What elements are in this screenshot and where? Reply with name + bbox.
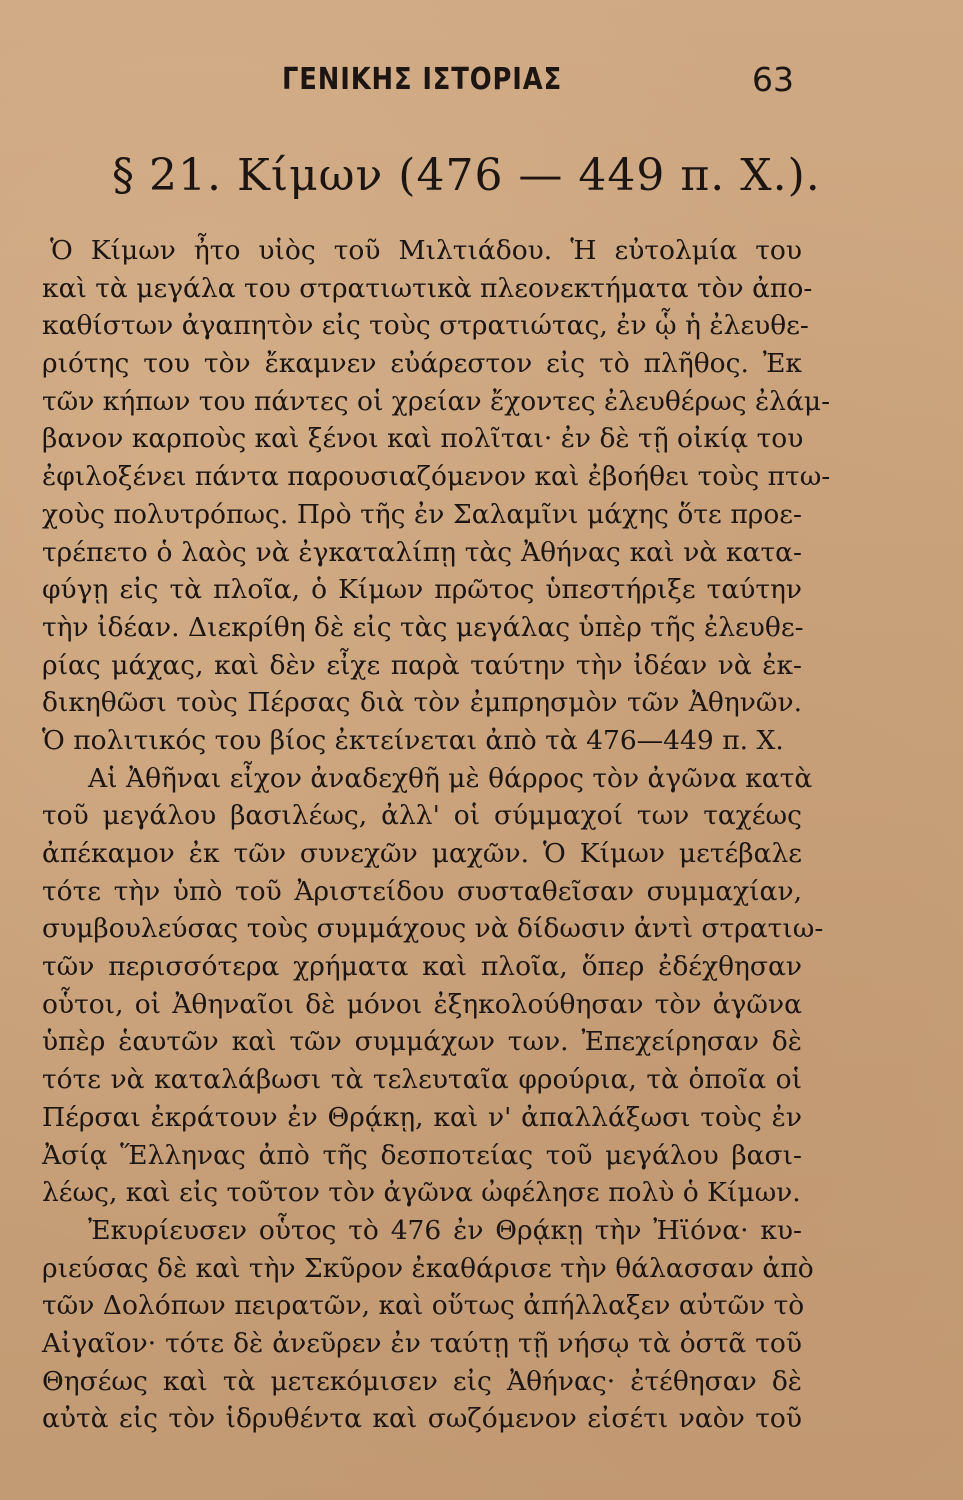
text-line: συμβουλεύσας τοὺς συμμάχους νὰ δίδωσιν ἀντὶ στρατιω-: [42, 913, 824, 945]
text-line: Αἱ Ἀθῆναι εἶχον ἀναδεχθῆ μὲ θάρρος τὸν ἀγῶνα κατὰ: [88, 762, 813, 794]
text-line: ριεύσας δὲ καὶ τὴν Σκῦρον ἐκαθάρισε τὴν θάλασσαν ἀπὸ: [42, 1252, 814, 1284]
text-line: τοῦ μεγάλου βασιλέως, ἀλλ' οἱ σύμμαχοί των ταχέως: [42, 800, 802, 832]
text-line: καθίστων ἀγαπητὸν εἰς τοὺς στρατιώτας, ἐν ᾧ ἡ ἐλευθε-: [42, 310, 809, 342]
text-line: καὶ τὰ μεγάλα του στρατιωτικὰ πλεονεκτήματα τὸν ἀπο-: [42, 272, 813, 304]
text-line: Θησέως καὶ τὰ μετεκόμισεν εἰς Ἀθήνας· ἐτέθησαν δὲ: [42, 1365, 802, 1397]
text-line: αὐτὰ εἰς τὸν ἱδρυθέντα καὶ σωζόμενον εἰσέτι ναὸν τοῦ: [42, 1403, 802, 1435]
text-line: ριότης του τὸν ἔκαμνεν εὐάρεστον εἰς τὸ πλῆθος. Ἐκ: [42, 348, 802, 380]
text-line: λέως, καὶ εἰς τοῦτον τὸν ἀγῶνα ὠφέλησε πολὺ ὁ Κίμων.: [42, 1177, 801, 1209]
text-line: Ὁ Κίμων ἦτο υἱὸς τοῦ Μιλτιάδου. Ἡ εὐτολμία του: [50, 235, 802, 266]
text-line: ρίας μάχας, καὶ δὲν εἶχε παρὰ ταύτην τὴν ἰδέαν νὰ ἐκ-: [42, 649, 802, 681]
section-sign: §: [112, 150, 135, 201]
text-line: Ἐκυρίευσεν οὗτος τὸ 476 ἐν Θρᾴκῃ τὴν Ἠϊόνα· κυ-: [88, 1214, 802, 1246]
section-title: 21. Κίμων (476 — 449 π. Χ.).: [149, 150, 821, 201]
text-line: ἐφιλοξένει πάντα παρουσιαζόμενον καὶ ἐβοήθει τοὺς πτω-: [42, 461, 831, 493]
text-line: χοὺς πολυτρόπως. Πρὸ τῆς ἐν Σαλαμῖνι μάχης ὅτε προε-: [42, 498, 802, 530]
text-line: Πέρσαι ἐκράτουν ἐν Θρᾴκῃ, καὶ ν' ἀπαλλάξωσι τοὺς ἐν: [42, 1101, 802, 1133]
text-line: Ἀσίᾳ Ἕλληνας ἀπὸ τῆς δεσποτείας τοῦ μεγάλου βασι-: [42, 1139, 802, 1171]
page-number: 63: [752, 60, 794, 99]
text-line: τῶν κήπων του πάντες οἱ χρείαν ἔχοντες ἐλευθέρως ἐλάμ-: [42, 385, 831, 417]
section-heading: [112, 150, 821, 201]
text-line: οὗτοι, οἱ Ἀθηναῖοι δὲ μόνοι ἐξηκολούθησαν τὸν ἀγῶνα: [42, 988, 802, 1020]
text-line: τρέπετο ὁ λαὸς νὰ ἐγκαταλίπῃ τὰς Ἀθήνας καὶ νὰ κατα-: [42, 536, 802, 568]
text-line: τὴν ἰδέαν. Διεκρίθη δὲ εἰς τὰς μεγάλας ὑπὲρ τῆς ἐλευθε-: [42, 611, 804, 643]
text-line: ἀπέκαμον ἐκ τῶν συνεχῶν μαχῶν. Ὁ Κίμων μετέβαλε: [42, 838, 802, 869]
text-line: τῶν Δολόπων πειρατῶν, καὶ οὕτως ἀπήλλαξεν αὐτῶν τὸ: [42, 1290, 805, 1322]
text-line: τότε τὴν ὑπὸ τοῦ Ἀριστείδου συσταθεῖσαν συμμαχίαν,: [42, 875, 802, 907]
text-line: φύγῃ εἰς τὰ πλοῖα, ὁ Κίμων πρῶτος ὑπεστήριξε ταύτην: [42, 574, 802, 606]
text-line: Αἰγαῖον· τότε δὲ ἀνεῦρεν ἐν ταύτῃ τῇ νήσῳ τὰ ὀστᾶ τοῦ: [42, 1327, 802, 1359]
body-text: [42, 232, 831, 1438]
text-line: τότε νὰ καταλάβωσι τὰ τελευταῖα φρούρια, τὰ ὁποῖα οἱ: [42, 1064, 802, 1096]
text-line: ὑπὲρ ἑαυτῶν καὶ τῶν συμμάχων των. Ἐπεχείρησαν δὲ: [42, 1026, 802, 1058]
text-line: τῶν περισσότερα χρήματα καὶ πλοῖα, ὅπερ ἐδέχθησαν: [42, 951, 802, 983]
text-line: βανον καρποὺς καὶ ξένοι καὶ πολῖται· ἐν δὲ τῇ οἰκίᾳ του: [42, 423, 804, 455]
text-line: δικηθῶσι τοὺς Πέρσας διὰ τὸν ἐμπρησμὸν τῶν Ἀθηνῶν.: [42, 687, 802, 719]
page-header: [0, 62, 963, 112]
text-line: Ὁ πολιτικός του βίος ἐκτείνεται ἀπὸ τὰ 476—449 π. Χ.: [42, 724, 784, 756]
running-title: ΓΕΝΙΚΗΣ ΙΣΤΟΡΙΑΣ: [282, 62, 563, 97]
